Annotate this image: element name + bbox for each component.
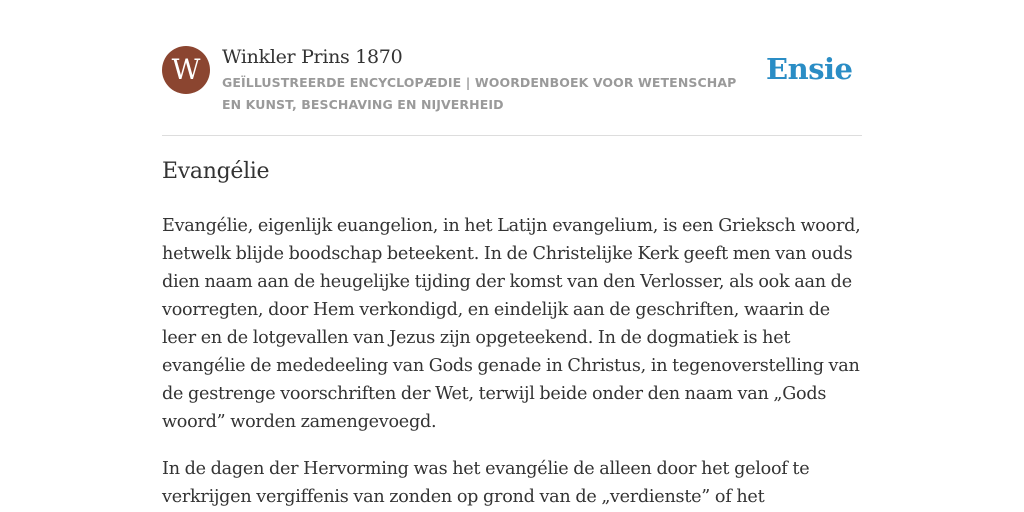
article-title: Evangélie — [162, 159, 270, 184]
source-subtitle: GEÏLLUSTREERDE ENCYCLOPÆDIE | WOORDENBOEK VOOR WETENSCHAP EN KUNST, BESCHAVING EN NIJVERHEID — [222, 75, 737, 112]
article-paragraph: Evangélie, eigenlijk euangelion, in het Latijn evangelium, is een Grieksch woord, hetwelk blijde boodschap beteekent. In de Christelijke Kerk geeft men van ouds dien naam aan de heugelijke tijding der komst van den Verlosser, als ook aan de voorregten, door Hem verkondigd, en eindelijk aan de geschriften, waarin de leer en de lotgevallen van Jezus zijn opgeteekend. In de dogmatiek is het evangélie de mededeeling van Gods genade in Christus, in tegenoverstelling van de gestrenge voorschriften der Wet, terwijl beide onder den naam van „Gods woord” worden zamengevoegd. — [162, 216, 861, 432]
source-title[interactable]: Winkler Prins 1870 — [222, 46, 403, 68]
article-body — [162, 212, 866, 512]
source-header — [162, 46, 862, 116]
divider — [162, 135, 862, 136]
brand-logo-link[interactable]: Ensie — [766, 52, 853, 86]
article-paragraph: In de dagen der Hervorming was het evangélie de alleen door het geloof te verkrijgen vergiffenis van zonden op grond van de „verdienste” of het — [162, 459, 810, 507]
avatar: W — [162, 46, 210, 94]
